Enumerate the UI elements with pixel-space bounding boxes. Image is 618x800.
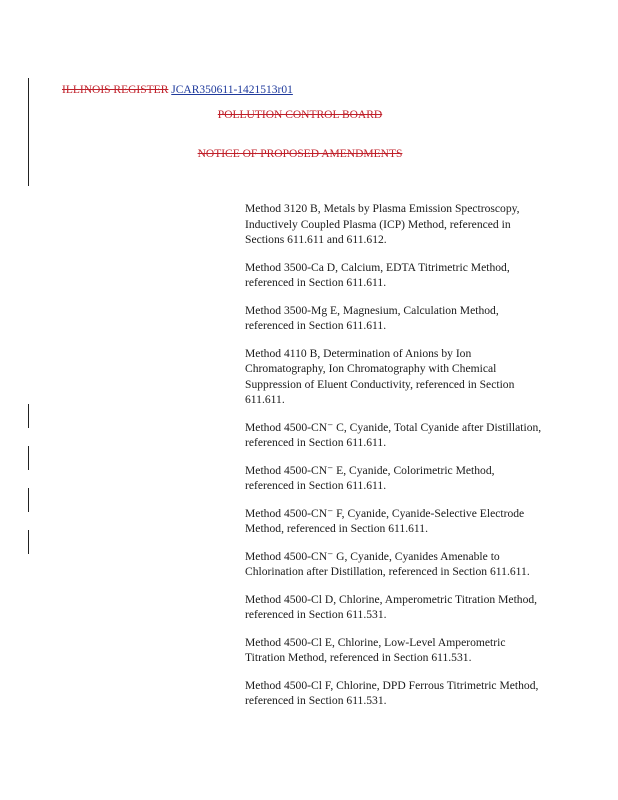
board-title (0, 109, 600, 121)
revision-bar-cyanide-g (28, 530, 29, 554)
method-item: Method 4500-CN⁻ E, Cyanide, Colorimetric Method, referenced in Section 611.611. (245, 463, 495, 493)
method-item: Method 4500-Cl F, Chlorine, DPD Ferrous Titrimetric Method, referenced in Section 611.531. (245, 678, 539, 708)
revision-bar-top (28, 78, 29, 186)
revision-bar-cyanide-c (28, 404, 29, 428)
board-title-text: POLLUTION CONTROL BOARD (217, 109, 383, 121)
method-item: Method 3500-Ca D, Calcium, EDTA Titrimetric Method, referenced in Section 611.611. (245, 260, 510, 290)
method-item: Method 4500-Cl D, Chlorine, Amperometric Titration Method, referenced in Section 611.531. (245, 592, 538, 622)
register-struck-text: ILLINOIS REGISTER (62, 84, 169, 96)
notice-title (0, 148, 600, 160)
revision-bar-cyanide-f (28, 488, 29, 512)
method-item: Method 4500-Cl E, Chlorine, Low-Level Amperometric Titration Method, referenced in Section 611.531. (245, 635, 506, 665)
register-header (62, 84, 293, 96)
notice-title-text: NOTICE OF PROPOSED AMENDMENTS (197, 148, 403, 160)
method-item: Method 4110 B, Determination of Anions by Ion Chromatography, Ion Chromatography with Chemical Suppression of Eluent Conductivity, referenced in Section 611.611. (245, 346, 515, 407)
method-list (245, 201, 545, 721)
register-inserted-text: JCAR350611-1421513r01 (171, 84, 293, 96)
method-item: Method 3120 B, Metals by Plasma Emission Spectroscopy, Inductively Coupled Plasma (ICP) Method, referenced in Sections 611.611 and 611.612. (245, 202, 520, 247)
revision-bar-cyanide-e (28, 446, 29, 470)
method-item: Method 3500-Mg E, Magnesium, Calculation Method, referenced in Section 611.611. (245, 303, 499, 333)
method-item: Method 4500-CN⁻ C, Cyanide, Total Cyanide after Distillation, referenced in Section 611.611. (245, 420, 542, 450)
method-item: Method 4500-CN⁻ G, Cyanide, Cyanides Amenable to Chlorination after Distillation, referenced in Section 611.611. (245, 549, 530, 579)
method-item: Method 4500-CN⁻ F, Cyanide, Cyanide-Selective Electrode Method, referenced in Section 611.611. (245, 506, 525, 536)
